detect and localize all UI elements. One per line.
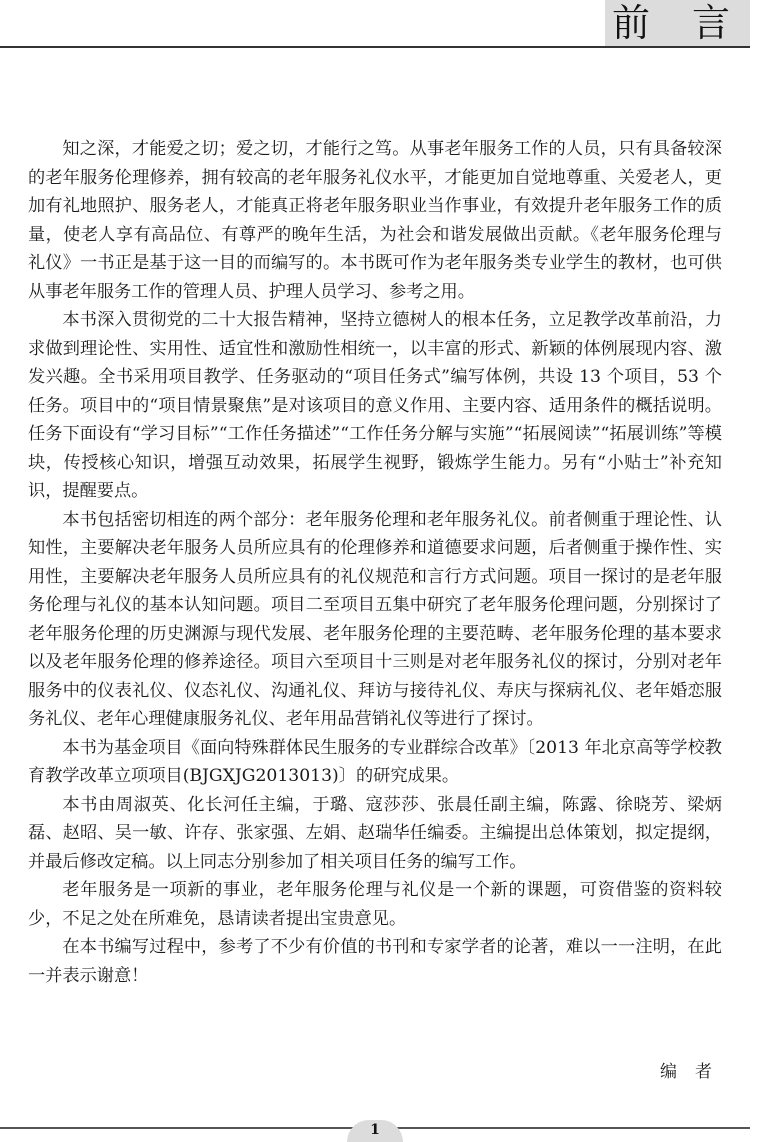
paragraph-7: 在本书编写过程中，参考了不少有价值的书刊和专家学者的论著，难以一一注明，在此一并表示谢意！ — [28, 937, 722, 986]
page-number: 1 — [370, 1122, 380, 1138]
paragraph-2: 本书深入贯彻党的二十大报告精神，坚持立德树人的根本任务，立足教学改革前沿，力求做到理论性、实用性、适宜性和激励性相统一，以丰富的形式、新颖的体例展现内容、激发兴趣。全书采用项目教学、任务驱动的“项目任务式”编写体例，共设 13 个项目，53 个任务。项目中的“项目情景聚焦”是对该项目的意义作用、主要内容、适用条件的概括说明。任务下面设有“学习目标”“工作任务描述”“工作任务分解与实施”“拓展阅读”“拓展训练”等模块，传授核心知识，增强互动效果，拓展学生视野，锻炼学生能力。另有“小贴士”补充知识，提醒要点。 — [28, 310, 722, 501]
preface-body — [28, 135, 722, 990]
page-title: 前言 — [612, 1, 772, 45]
paragraph-1: 知之深，才能爱之切；爱之切，才能行之笃。从事老年服务工作的人员，只有具备较深的老年服务伦理修养，拥有较高的老年服务礼仪水平，才能更加自觉地尊重、关爱老人，更加有礼地照护、服务老人，才能真正将老年服务职业当作事业，有效提升老年服务工作的质量，使老人享有高品位、有尊严的晚年生活，为社会和谐发展做出贡献。《老年服务伦理与礼仪》一书正是基于这一目的而编写的。本书既可作为老年服务类专业学生的教材，也可供从事老年服务工作的管理人员、护理人员学习、参考之用。 — [28, 139, 722, 302]
author-signature: 编者 — [660, 1062, 730, 1082]
header-divider — [0, 46, 750, 48]
paragraph-3: 本书包括密切相连的两个部分：老年服务伦理和老年服务礼仪。前者侧重于理论性、认知性，主要解决老年服务人员所应具有的伦理修养和道德要求问题，后者侧重于操作性、实用性，主要解决老年服务人员所应具有的礼仪规范和言行方式问题。项目一探讨的是老年服务伦理与礼仪的基本认知问题。项目二至项目五集中研究了老年服务伦理问题，分别探讨了老年服务伦理的历史渊源与现代发展、老年服务伦理的主要范畴、老年服务伦理的基本要求以及老年服务伦理的修养途径。项目六至项目十三则是对老年服务礼仪的探讨，分别对老年服务中的仪表礼仪、仪态礼仪、沟通礼仪、拜访与接待礼仪、寿庆与探病礼仪、老年婚恋服务礼仪、老年心理健康服务礼仪、老年用品营销礼仪等进行了探讨。 — [28, 509, 722, 729]
paragraph-5: 本书由周淑英、化长河任主编，于璐、寇莎莎、张晨任副主编，陈露、徐晓芳、梁炳磊、赵昭、吴一敏、许存、张家强、左娟、赵瑞华任编委。主编提出总体策划，拟定提纲，并最后修改定稿。以上同志分别参加了相关项目任务的编写工作。 — [28, 794, 722, 872]
paragraph-4: 本书为基金项目《面向特殊群体民生服务的专业群综合改革》〔2013 年北京高等学校教育教学改革立项项目(BJGXJG2013013)〕的研究成果。 — [28, 737, 722, 786]
paragraph-6: 老年服务是一项新的事业，老年服务伦理与礼仪是一个新的课题，可资借鉴的资料较少，不足之处在所难免，恳请读者提出宝贵意见。 — [28, 880, 722, 929]
